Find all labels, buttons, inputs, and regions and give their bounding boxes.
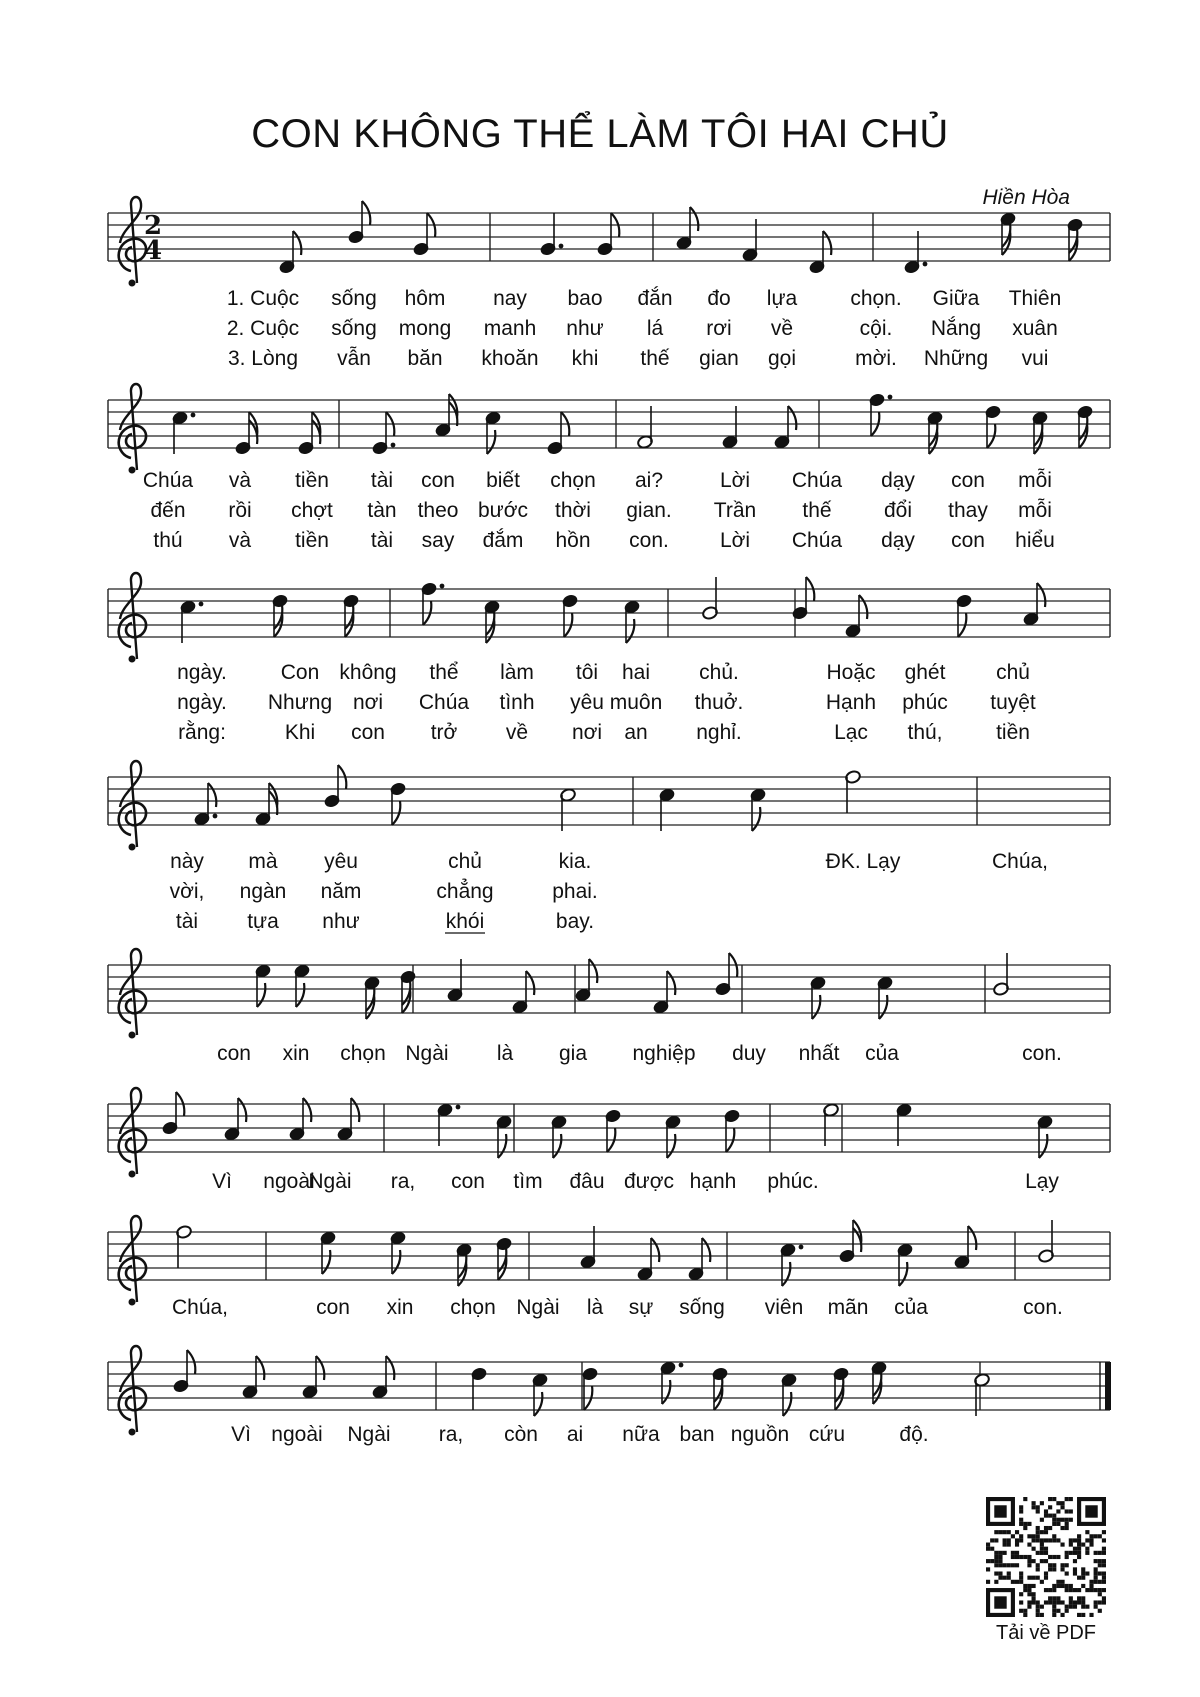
note xyxy=(582,1367,599,1410)
lyric-word: của xyxy=(865,1042,899,1065)
staff-system xyxy=(108,1232,1110,1280)
lyric-word: thời xyxy=(555,499,591,522)
lyric-word: thú xyxy=(153,529,183,552)
lyric-word: Trần xyxy=(713,499,757,522)
lyric-word: con xyxy=(451,1170,485,1193)
lyric-word: chọn xyxy=(550,469,596,492)
lyric-word: Ngài xyxy=(405,1042,449,1065)
lyric-word: là xyxy=(586,1296,604,1319)
note xyxy=(413,213,436,256)
note xyxy=(421,582,445,625)
qr-code-graphic xyxy=(986,1497,1106,1617)
lyric-word: nơi xyxy=(352,691,384,714)
lyric-word: tài xyxy=(370,469,394,492)
lyric-word: Lời xyxy=(719,529,751,552)
note xyxy=(712,1367,729,1410)
lyric-word: thế xyxy=(640,347,670,370)
lyric-word: phúc. xyxy=(767,1170,819,1193)
lyric-word: mà xyxy=(248,850,278,873)
lyric-word: đắm xyxy=(482,529,524,552)
lyric-word: Chúa xyxy=(142,469,194,492)
lyric-word: Thiên xyxy=(1008,287,1062,310)
qr-code-icon[interactable] xyxy=(986,1497,1106,1617)
lyric-word: đổi xyxy=(883,499,913,522)
lyric-word: tìm xyxy=(513,1170,543,1193)
treble-clef xyxy=(119,573,146,663)
note xyxy=(298,412,321,455)
lyric-word: Ngài xyxy=(347,1423,391,1446)
lyric-word: nơi xyxy=(571,721,603,744)
treble-clef xyxy=(119,761,146,851)
lyric-word: mong xyxy=(398,317,452,340)
lyric-word: ra, xyxy=(390,1170,416,1193)
lyric-word: bay. xyxy=(555,910,595,933)
lyric-word: ghét xyxy=(904,661,946,684)
lyric-word: chẳng xyxy=(436,880,494,903)
lyric-word: nghiệp xyxy=(632,1042,696,1065)
lyric-word: sống xyxy=(331,317,377,340)
treble-clef xyxy=(119,384,146,474)
lyric-word: sống xyxy=(331,287,377,310)
lyric-word: ngày. xyxy=(177,661,227,684)
note xyxy=(562,594,579,637)
lyric-word: tàn xyxy=(367,499,397,522)
note xyxy=(724,1109,741,1152)
lyric-word: gia xyxy=(558,1042,588,1065)
lyric-word: gian. xyxy=(626,499,672,522)
lyric-word: yêu xyxy=(324,850,358,873)
note xyxy=(272,594,289,637)
lyric-word: Lời xyxy=(719,469,751,492)
lyric-word: thú, xyxy=(907,721,943,744)
lyric-word: con xyxy=(951,529,985,552)
lyric-word: là xyxy=(496,1042,514,1065)
lyric-word: ai xyxy=(566,1423,584,1446)
lyric-word: nhất xyxy=(798,1042,840,1065)
lyric-word: thế xyxy=(802,499,832,522)
lyric-word: thay xyxy=(948,499,988,522)
lyric-word: an xyxy=(624,721,648,744)
lyric-word: chọn xyxy=(340,1042,386,1065)
treble-clef xyxy=(119,197,146,287)
lyric-word: Nắng xyxy=(930,317,982,340)
note xyxy=(715,953,738,996)
lyric-word: làm xyxy=(500,661,534,684)
note xyxy=(956,594,973,637)
note xyxy=(1077,405,1094,448)
note xyxy=(400,970,417,1013)
lyric-word: theo xyxy=(417,499,459,522)
lyric-word: vời, xyxy=(169,880,205,903)
lyric-word: ngày. xyxy=(177,691,227,714)
lyric-word: Chúa, xyxy=(171,1296,229,1319)
lyric-word: Khi xyxy=(284,721,316,744)
lyric-word: nay xyxy=(493,287,527,310)
lyric-word: Lạc xyxy=(834,721,868,744)
lyric-word: sự xyxy=(628,1296,654,1319)
lyric-word: rồi xyxy=(228,499,252,522)
treble-clef xyxy=(119,949,146,1039)
lyric-word: con xyxy=(421,469,455,492)
lyric-word: như xyxy=(566,317,604,340)
note xyxy=(869,393,893,436)
lyric-word: duy xyxy=(732,1042,766,1065)
lyric-word: bao xyxy=(567,287,603,310)
lyric-word: cội. xyxy=(859,317,893,340)
note xyxy=(173,1350,196,1393)
lyric-word: tiền xyxy=(295,469,329,492)
lyric-word: tuyệt xyxy=(990,691,1036,714)
lyric-word: nữa xyxy=(622,1423,660,1446)
lyric-word: và xyxy=(228,529,252,552)
lyric-word: phúc xyxy=(902,691,948,714)
lyric-word: về xyxy=(505,721,529,744)
lyric-word: tôi xyxy=(575,661,599,684)
lyric-word: dạy xyxy=(881,529,915,552)
lyric-word: khoăn xyxy=(481,347,539,370)
lyric-word: tựa xyxy=(247,910,279,933)
lyric-word: manh xyxy=(483,317,537,340)
lyric-word: con. xyxy=(629,529,669,552)
lyric-word: chọn. xyxy=(850,287,902,310)
lyric-word: con. xyxy=(1023,1296,1063,1319)
lyric-word: thuở. xyxy=(694,691,744,714)
lyric-word: dạy xyxy=(881,469,915,492)
note xyxy=(1067,218,1084,261)
lyric-word: Hoặc xyxy=(826,661,876,684)
lyric-word: đâu xyxy=(569,1170,605,1193)
lyric-word: vui xyxy=(1021,347,1049,370)
lyric-word: của xyxy=(894,1296,928,1319)
note xyxy=(839,1220,862,1263)
lyric-word: 1. Cuộc xyxy=(226,287,300,310)
lyric-word: phai. xyxy=(552,880,598,903)
lyric-word: mãn xyxy=(827,1296,869,1319)
treble-clef xyxy=(119,1216,146,1306)
lyric-word: con xyxy=(351,721,385,744)
lyric-word: ra, xyxy=(438,1423,464,1446)
note xyxy=(348,201,371,244)
lyric-word: vẫn xyxy=(337,347,371,370)
note xyxy=(597,213,620,256)
lyric-word: khi xyxy=(571,347,599,370)
lyric-word: chủ xyxy=(448,850,482,873)
lyric-word: Con xyxy=(280,661,320,684)
lyric-word: chủ xyxy=(996,661,1030,684)
lyric-word: hôm xyxy=(404,287,446,310)
note xyxy=(845,770,862,813)
lyric-word: say xyxy=(421,529,455,552)
lyric-word: sống xyxy=(679,1296,725,1319)
lyric-word: ngoài xyxy=(271,1423,323,1446)
staff-system xyxy=(108,1362,1111,1410)
lyric-word: ban xyxy=(679,1423,715,1446)
lyric-word: Vì xyxy=(212,1170,232,1193)
lyric-word: con xyxy=(217,1042,251,1065)
lyric-word: hai xyxy=(621,661,651,684)
lyric-word: yêu xyxy=(570,691,604,714)
lyric-word: xuân xyxy=(1012,317,1058,340)
lyric-word: mời. xyxy=(855,347,897,370)
download-pdf-label[interactable]: Tải về PDF xyxy=(995,1622,1097,1644)
lyric-word: rơi xyxy=(706,317,732,340)
lyric-word: con xyxy=(951,469,985,492)
lyric-word: tình xyxy=(499,691,535,714)
lyric-word: Hạnh xyxy=(825,691,877,714)
note xyxy=(176,1225,193,1268)
staff-system xyxy=(108,213,1110,261)
lyric-word: Lạy xyxy=(1025,1170,1059,1193)
note xyxy=(702,577,719,620)
lyric-word: chọn xyxy=(450,1296,496,1319)
lyric-word: Ngài xyxy=(516,1296,560,1319)
note xyxy=(390,782,407,825)
note xyxy=(235,412,258,455)
lyric-word: ngoài xyxy=(263,1170,315,1193)
lyric-word: như xyxy=(322,910,360,933)
lyric-word: Những xyxy=(923,347,989,370)
lyric-word: còn xyxy=(504,1423,538,1446)
lyric-word: đo xyxy=(707,287,731,310)
lyric-word: hiểu xyxy=(1015,529,1055,552)
treble-clef xyxy=(119,1088,146,1178)
lyric-word: Giữa xyxy=(932,287,980,310)
lyric-word: ĐK. Lạy xyxy=(825,850,901,873)
lyric-word: Chúa xyxy=(791,529,843,552)
lyric-word: xin xyxy=(282,1042,310,1065)
lyric-word: Nhưng xyxy=(267,691,333,714)
lyric-word: đắn xyxy=(637,287,673,310)
lyric-word: trở xyxy=(430,721,458,744)
lyric-word: con xyxy=(316,1296,350,1319)
note xyxy=(833,1367,850,1410)
lyric-word: và xyxy=(228,469,252,492)
lyric-word: mỗi xyxy=(1018,499,1052,522)
lyric-word: tiền xyxy=(996,721,1030,744)
lyric-word: không xyxy=(339,661,397,684)
treble-clef xyxy=(119,1346,146,1436)
lyric-word: này xyxy=(170,850,204,873)
note xyxy=(540,213,564,256)
composer-name: Hiền Hòa xyxy=(982,186,1070,209)
lyric-word: 3. Lòng xyxy=(227,347,299,370)
lyric-word: nguồn xyxy=(730,1423,790,1446)
lyric-word: gọi xyxy=(767,347,797,370)
lyric-word: cứu xyxy=(808,1423,846,1446)
note xyxy=(1038,1220,1055,1263)
lyric-word: tài xyxy=(370,529,394,552)
lyric-word: độ. xyxy=(899,1423,929,1446)
lyric-word: Chúa xyxy=(791,469,843,492)
lyric-word: về xyxy=(770,317,794,340)
lyric-word: nghỉ. xyxy=(696,721,742,744)
song-title: CON KHÔNG THỂ LÀM TÔI HAI CHỦ xyxy=(251,112,949,156)
lyric-word: tiền xyxy=(295,529,329,552)
lyric-word: hạnh xyxy=(689,1170,737,1193)
staff-system xyxy=(108,589,1110,637)
lyric-word: năm xyxy=(320,880,362,903)
note xyxy=(605,1109,622,1152)
time-signature-top: 2 xyxy=(144,211,163,241)
lyric-word: biết xyxy=(486,469,520,492)
lyric-word: chủ. xyxy=(699,661,739,684)
note xyxy=(993,953,1010,996)
staff-system xyxy=(108,1104,1110,1152)
lyric-word: Chúa xyxy=(418,691,470,714)
lyric-word: được xyxy=(623,1170,675,1193)
lyric-word: băn xyxy=(407,347,443,370)
lyric-word: tài xyxy=(175,910,199,933)
lyric-word: xin xyxy=(386,1296,414,1319)
note xyxy=(496,1237,513,1280)
note xyxy=(162,1092,185,1135)
lyric-word: mỗi xyxy=(1018,469,1052,492)
lyric-word: rằng: xyxy=(178,721,226,744)
lyric-word: khói xyxy=(445,910,485,933)
lyric-word: ai? xyxy=(634,469,664,492)
lyric-word: con. xyxy=(1022,1042,1062,1065)
lyric-word: kia. xyxy=(558,850,592,873)
lyric-word: thể xyxy=(429,661,459,684)
lyric-word: viên xyxy=(764,1296,804,1319)
lyric-word: Ngài xyxy=(308,1170,352,1193)
lyric-word: muôn xyxy=(609,691,663,714)
lyric-word: bước xyxy=(477,499,529,522)
lyric-word: hồn xyxy=(555,529,591,552)
lyric-word: lá xyxy=(646,317,664,340)
lyric-word: lựa xyxy=(766,287,798,310)
note xyxy=(343,594,360,637)
lyric-word: Vì xyxy=(231,1423,251,1446)
note xyxy=(324,765,347,808)
lyric-word: chợt xyxy=(291,499,333,522)
lyric-word: Chúa, xyxy=(991,850,1049,873)
lyric-word: gian xyxy=(699,347,739,370)
note xyxy=(985,405,1002,448)
note xyxy=(372,412,396,455)
lyric-word: ngàn xyxy=(239,880,287,903)
lyric-word: đến xyxy=(150,499,186,522)
final-bar-line xyxy=(1105,1362,1111,1410)
time-signature-bottom: 4 xyxy=(144,236,163,266)
lyric-word: 2. Cuộc xyxy=(226,317,300,340)
note xyxy=(471,1367,488,1410)
note xyxy=(547,412,570,455)
